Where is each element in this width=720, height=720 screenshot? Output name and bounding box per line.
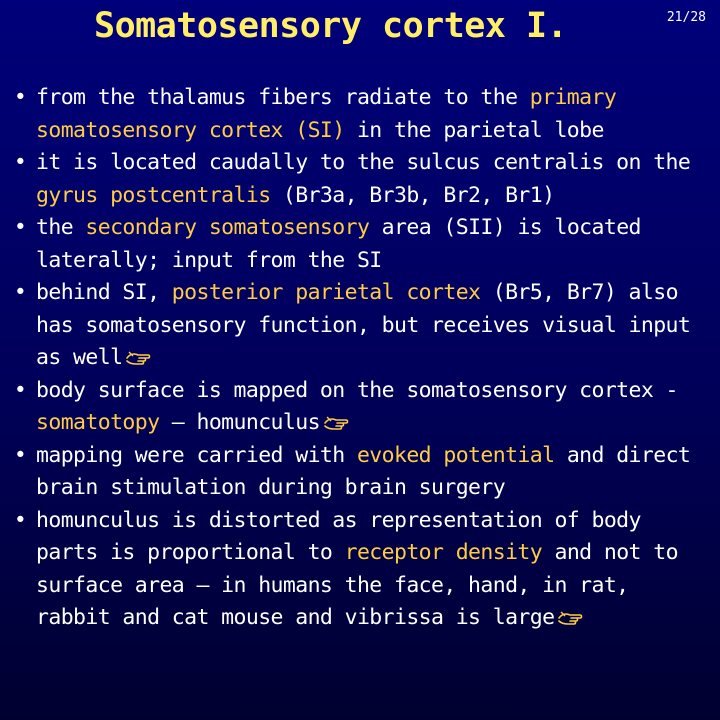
bullet-marker: • <box>13 507 27 533</box>
bullet-marker: • <box>13 442 27 468</box>
bullet-item-5 <box>10 375 710 440</box>
slide-number: 21/28 <box>666 10 706 25</box>
bullet-text: from the thalamus fibers radiate to the <box>36 85 530 110</box>
bullet-marker: • <box>13 280 27 305</box>
bullet-item-1 <box>10 82 710 147</box>
bullet-text: homunculus is distorted as representation of body parts is proportional to <box>36 507 641 565</box>
bullet-marker: • <box>13 85 27 110</box>
highlight-term: evoked potential <box>356 442 555 468</box>
bullet-marker: • <box>13 150 27 175</box>
bullet-text: body surface is mapped on the somatosensory cortex - <box>36 377 678 403</box>
bullet-text: behind SI, <box>36 280 172 305</box>
bullet-text: the <box>36 215 86 240</box>
highlight-term: receptor density <box>344 540 543 565</box>
bullet-text: – homunculus <box>159 410 320 435</box>
bullet-text: (Br3a, Br3b, Br2, Br1) <box>270 182 555 208</box>
bullet-marker: • <box>13 215 27 240</box>
hand-pointing-icon[interactable] <box>558 609 584 627</box>
bullet-item-6 <box>10 440 710 505</box>
hand-pointing-icon[interactable] <box>126 349 152 367</box>
highlight-term: gyrus postcentralis <box>36 182 271 208</box>
bullet-list <box>10 82 710 635</box>
bullet-marker: • <box>13 377 27 403</box>
hand-pointing-icon[interactable] <box>324 414 350 432</box>
bullet-text: (Br5, Br7) also has somatosensory function, but receives visual input as well <box>36 280 691 370</box>
bullet-text: and not to surface area – in humans the face, hand, in rat, rabbit and cat mouse and vibrissa is large <box>36 540 678 630</box>
bullet-text: in the parietal lobe <box>344 117 604 143</box>
bullet-text: mapping were carried with <box>36 442 357 468</box>
bullet-item-4 <box>10 277 710 375</box>
highlight-term: primary somatosensory cortex (SI) <box>36 85 617 143</box>
slide-title: Somatosensory cortex I. <box>94 6 568 46</box>
highlight-term: secondary somatosensory <box>85 215 370 240</box>
bullet-text: area (SII) is located laterally; input from the SI <box>36 215 641 273</box>
bullet-item-7 <box>10 505 710 635</box>
highlight-term: somatotopy <box>36 410 160 435</box>
bullet-text: and direct brain stimulation during brain surgery <box>36 442 691 500</box>
bullet-item-2 <box>10 147 710 212</box>
highlight-term: posterior parietal cortex <box>171 280 481 305</box>
bullet-item-3 <box>10 212 710 277</box>
bullet-text: it is located caudally to the sulcus centralis on the <box>36 150 691 175</box>
